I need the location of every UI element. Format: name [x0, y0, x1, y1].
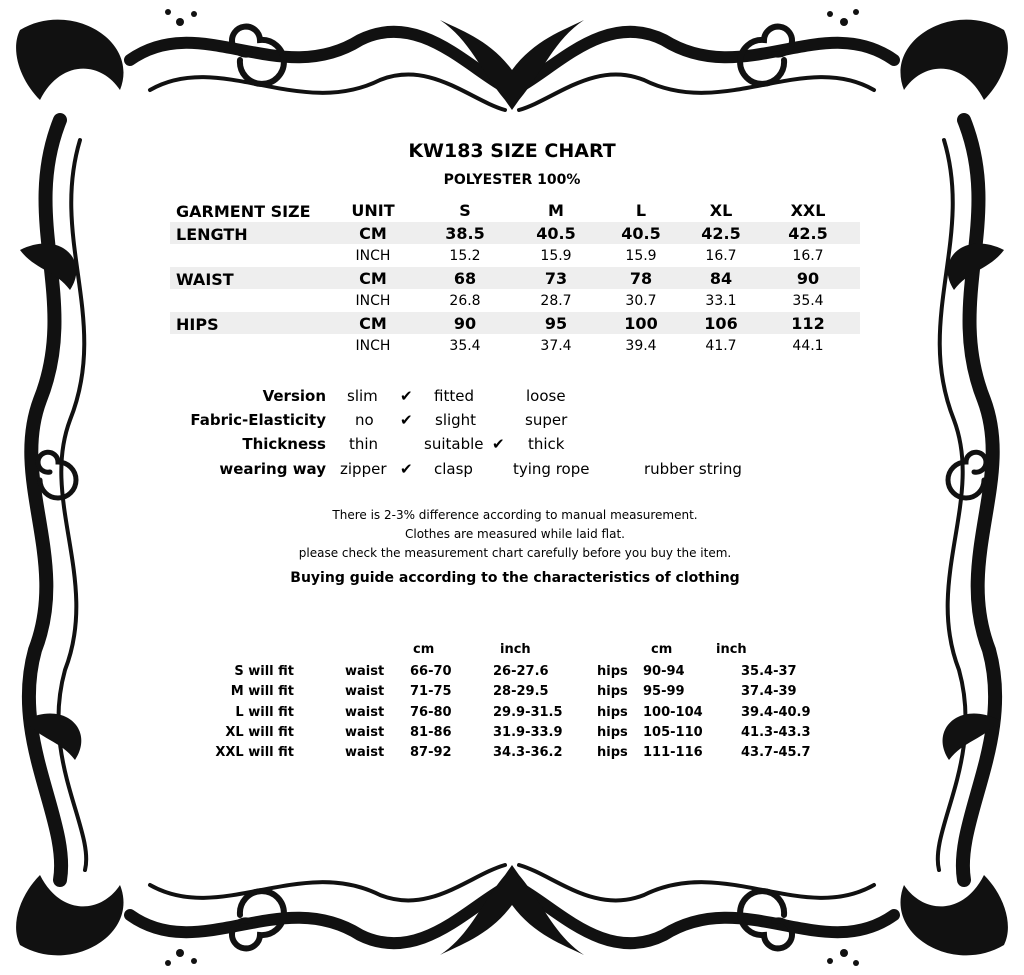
guide-hips-cm: 111-116: [643, 745, 703, 760]
value-inch: 35.4: [449, 338, 481, 354]
value-cm: 95: [544, 314, 568, 333]
attribute-option: slight: [435, 411, 477, 429]
attribute-option: super: [525, 411, 568, 429]
unit-inch: INCH: [355, 248, 391, 264]
attribute-option: tying rope: [513, 460, 590, 478]
guide-hips-cm: 105-110: [643, 725, 703, 740]
header-size: XXL: [790, 201, 826, 220]
value-cm: 38.5: [445, 224, 485, 243]
value-inch: 44.1: [792, 338, 824, 354]
guide-waist-cm: 76-80: [410, 705, 452, 720]
value-cm: 40.5: [536, 224, 576, 243]
guide-header-cm: cm: [651, 642, 673, 657]
value-inch: 15.9: [625, 248, 657, 264]
guide-waist-inch: 28-29.5: [493, 684, 549, 699]
attribute-option: clasp: [434, 460, 473, 478]
attribute-option: thin: [349, 435, 379, 453]
guide-row-label: S will fit: [234, 664, 294, 679]
guide-header-inch: inch: [500, 642, 531, 657]
value-inch: 30.7: [625, 293, 657, 309]
attribute-option: loose: [526, 387, 566, 405]
guide-row-label: XL will fit: [225, 725, 294, 740]
value-inch: 33.1: [705, 293, 737, 309]
row-label: HIPS: [176, 315, 219, 334]
note-line: please check the measurement chart carefully before you buy the item.: [298, 546, 732, 560]
guide-hips-inch: 43.7-45.7: [741, 745, 811, 760]
value-cm: 78: [629, 269, 653, 288]
value-cm: 40.5: [621, 224, 661, 243]
attribute-label: Thickness: [242, 435, 326, 453]
guide-hips: hips: [597, 684, 628, 699]
check-mark-icon: ✔: [400, 387, 413, 405]
value-cm: 112: [791, 314, 825, 333]
guide-row-label: L will fit: [235, 705, 294, 720]
attribute-label: Fabric-Elasticity: [190, 411, 326, 429]
value-cm: 100: [624, 314, 658, 333]
guide-waist: waist: [345, 745, 385, 760]
value-inch: 26.8: [449, 293, 481, 309]
attribute-option: fitted: [434, 387, 474, 405]
row-label: LENGTH: [176, 225, 248, 244]
value-cm: 84: [709, 269, 733, 288]
attribute-option: no: [355, 411, 374, 429]
guide-waist-cm: 87-92: [410, 745, 452, 760]
attribute-option: slim: [347, 387, 378, 405]
attribute-option: rubber string: [644, 460, 742, 478]
header-size: XL: [709, 201, 733, 220]
attribute-label: Version: [262, 387, 326, 405]
guide-hips: hips: [597, 725, 628, 740]
guide-hips: hips: [597, 705, 628, 720]
guide-waist: waist: [345, 725, 385, 740]
header-size: S: [459, 201, 471, 220]
guide-waist-inch: 31.9-33.9: [493, 725, 563, 740]
check-mark-icon: ✔: [400, 460, 413, 478]
value-inch: 35.4: [792, 293, 824, 309]
unit-cm: CM: [359, 314, 387, 333]
value-inch: 41.7: [705, 338, 737, 354]
guide-hips: hips: [597, 664, 628, 679]
guide-waist-cm: 71-75: [410, 684, 452, 699]
value-inch: 15.9: [540, 248, 572, 264]
guide-waist: waist: [345, 684, 385, 699]
guide-waist: waist: [345, 705, 385, 720]
value-inch: 37.4: [540, 338, 572, 354]
attribute-label: wearing way: [219, 460, 326, 478]
chart-title: KW183 SIZE CHART: [408, 140, 616, 162]
attribute-option: zipper: [340, 460, 387, 478]
guide-waist-cm: 66-70: [410, 664, 452, 679]
unit-cm: CM: [359, 269, 387, 288]
header-size: L: [635, 201, 647, 220]
attribute-option: thick: [528, 435, 565, 453]
value-cm: 42.5: [701, 224, 741, 243]
unit-inch: INCH: [355, 293, 391, 309]
guide-waist-inch: 34.3-36.2: [493, 745, 563, 760]
check-mark-icon: ✔: [492, 435, 505, 453]
value-cm: 68: [453, 269, 477, 288]
value-inch: 39.4: [625, 338, 657, 354]
guide-hips-inch: 39.4-40.9: [741, 705, 811, 720]
unit-inch: INCH: [355, 338, 391, 354]
value-inch: 15.2: [449, 248, 481, 264]
attribute-option: suitable: [424, 435, 484, 453]
guide-waist: waist: [345, 664, 385, 679]
guide-waist-inch: 26-27.6: [493, 664, 549, 679]
value-inch: 28.7: [540, 293, 572, 309]
guide-hips-inch: 35.4-37: [741, 664, 797, 679]
buying-guide-title: Buying guide according to the characteristics of clothing: [290, 570, 740, 586]
guide-row-label: M will fit: [230, 684, 294, 699]
value-cm: 90: [453, 314, 477, 333]
value-cm: 90: [796, 269, 820, 288]
header-size: M: [548, 201, 564, 220]
header-unit: UNIT: [351, 201, 395, 220]
guide-header-inch: inch: [716, 642, 747, 657]
guide-waist-cm: 81-86: [410, 725, 452, 740]
value-inch: 16.7: [792, 248, 824, 264]
note-line: There is 2-3% difference according to manual measurement.: [332, 508, 698, 522]
guide-hips-inch: 41.3-43.3: [741, 725, 811, 740]
material-label: POLYESTER 100%: [443, 172, 581, 188]
guide-row-label: XXL will fit: [215, 745, 294, 760]
guide-waist-inch: 29.9-31.5: [493, 705, 563, 720]
value-cm: 106: [704, 314, 738, 333]
check-mark-icon: ✔: [400, 411, 413, 429]
value-inch: 16.7: [705, 248, 737, 264]
guide-hips: hips: [597, 745, 628, 760]
guide-hips-inch: 37.4-39: [741, 684, 797, 699]
row-label: WAIST: [176, 270, 234, 289]
value-cm: 73: [544, 269, 568, 288]
guide-hips-cm: 100-104: [643, 705, 703, 720]
note-line: Clothes are measured while laid flat.: [405, 527, 625, 541]
unit-cm: CM: [359, 224, 387, 243]
guide-header-cm: cm: [413, 642, 435, 657]
value-cm: 42.5: [788, 224, 828, 243]
header-garment-size: GARMENT SIZE: [176, 202, 311, 221]
guide-hips-cm: 90-94: [643, 664, 685, 679]
guide-hips-cm: 95-99: [643, 684, 685, 699]
